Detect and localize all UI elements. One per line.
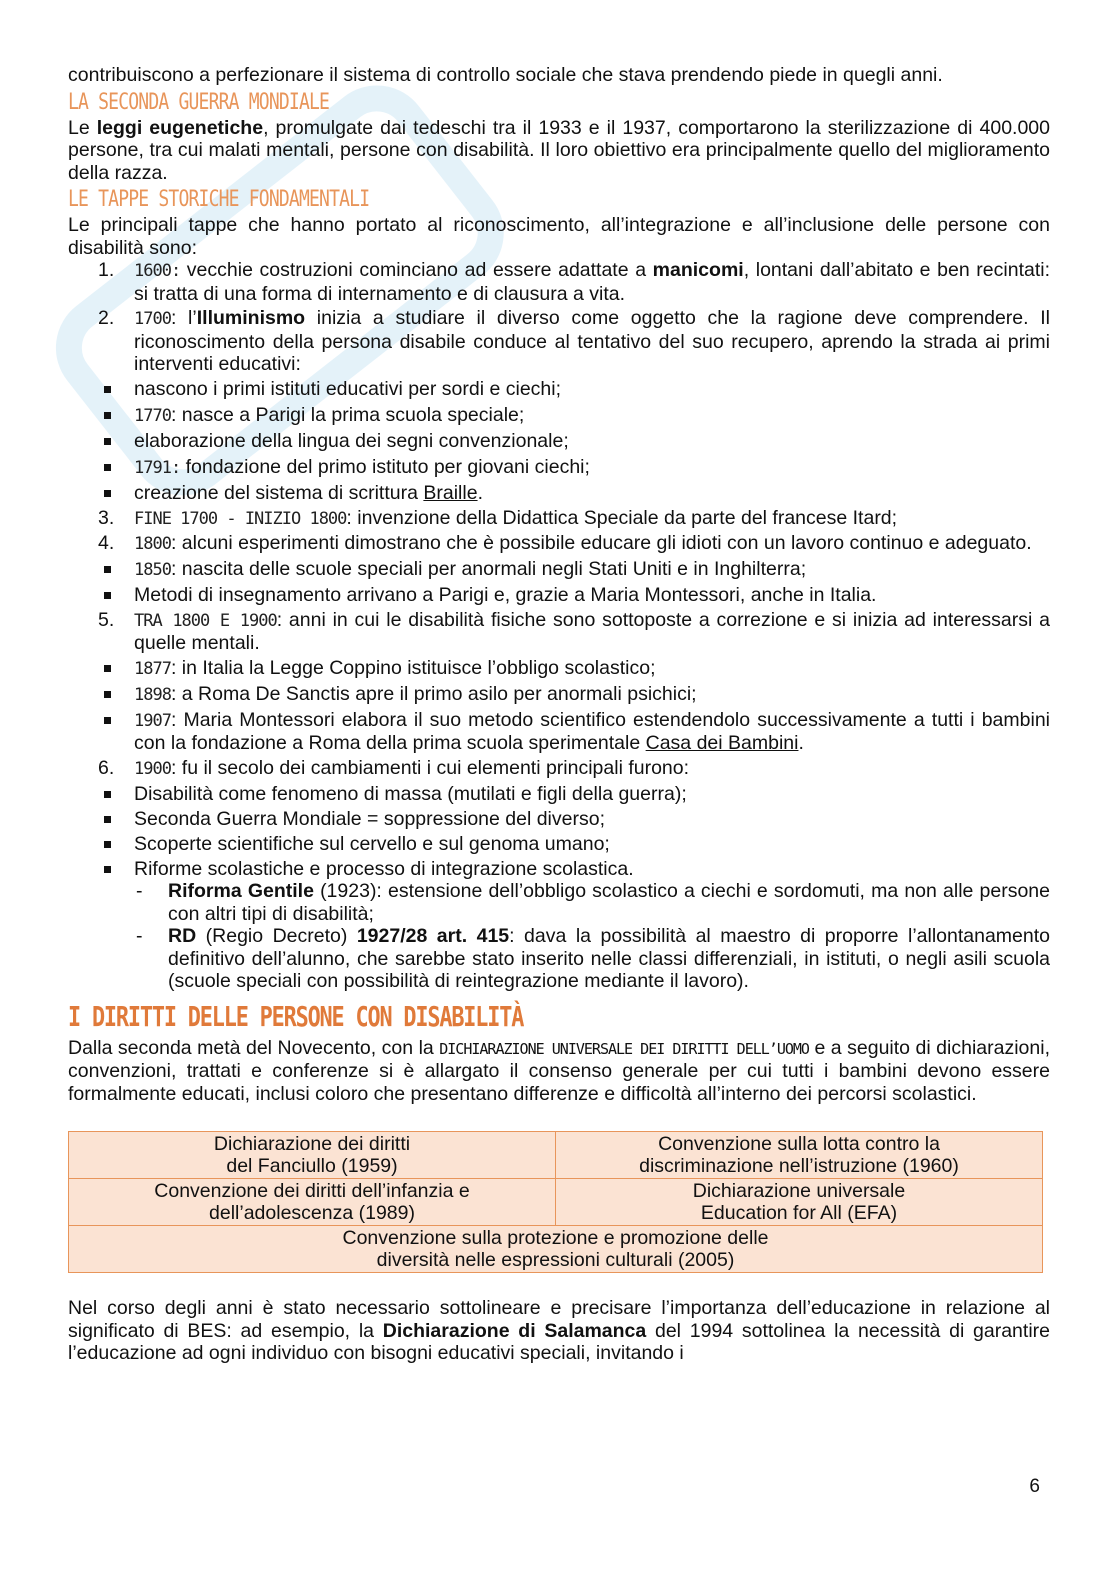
list-item: 6. 1900: fu il secolo dei cambiamenti i cui elementi principali furono: [98, 757, 690, 779]
sublist-1800-1900 [68, 657, 1050, 755]
steps-list-cont3 [68, 757, 1050, 781]
war-paragraph: Le leggi eugenetiche, promulgate dai tedeschi tra il 1933 e il 1937, comportarono la sterilizzazione di 400.000 persone, tra cui malati mentali, persone con disabilità. Il loro obiettivo era principalmente quello del miglioramento della razza. [68, 116, 1050, 184]
steps-list-cont [68, 507, 1050, 556]
braille-link: Braille [423, 481, 478, 504]
list-item: 1791: fondazione del primo istituto per giovani ciechi; [68, 456, 1050, 480]
steps-list-cont2 [68, 609, 1050, 655]
list-item: Scoperte scientifiche sul cervello e sul genoma umano; [68, 833, 1050, 856]
list-item: Disabilità come fenomeno di massa (mutilati e figli della guerra); [68, 783, 1050, 806]
steps-list [68, 259, 1050, 376]
list-item: 5. TRA 1800 E 1900: anni in cui le disabilità fisiche sono sottoposte a correzione e si inizia ad interessarsi a quelle mentali. [98, 608, 1050, 654]
list-item: 1. 1600: vecchie costruzioni cominciano ad essere adattate a manicomi, lontani dall’abitato e ben recintati: si tratta di una forma di internamento e di clausura a vita. [98, 259, 1051, 305]
list-item: 4. 1800: alcuni esperimenti dimostrano che è possibile educare gli idioti con un lavoro continuo e adeguato. [98, 532, 1032, 554]
list-item: 3. FINE 1700 - INIZIO 1800: invenzione della Didattica Speciale da parte del francese Itard; [98, 506, 898, 529]
heading-rights: I DIRITTI DELLE PERSONE CON DISABILITÀ [68, 999, 524, 1033]
table-cell: Convenzione sulla lotta contro la discriminazione nell’istruzione (1960) [556, 1132, 1043, 1179]
list-item: Metodi di insegnamento arrivano a Parigi e, grazie a Maria Montessori, anche in Italia. [68, 584, 1050, 607]
sublist-1700 [68, 378, 1050, 505]
closing-paragraph: Nel corso degli anni è stato necessario sottolineare e precisare l’importanza dell’educazione in relazione al significato di BES: ad esempio, la Dichiarazione di Salamanca del 1994 sottolinea la necessità di garantire l’educazione ad ogni individuo con bisogni educativi speciali, invitando i [68, 1297, 1050, 1364]
list-item: creazione del sistema di scrittura Braille. [68, 482, 1050, 505]
table-cell: Dichiarazione universale Education for All (EFA) [556, 1179, 1043, 1226]
intro-paragraph: contribuiscono a perfezionare il sistema di controllo sociale che stava prendendo piede in quegli anni. [68, 64, 943, 86]
table-row [69, 1179, 1043, 1226]
list-item: - RD (Regio Decreto) 1927/28 art. 415: dava la possibilità al maestro di proporre l’allontanamento definitivo dell’alunno, che sarebbe stato inserito nelle classi differenziali, in istituti, o negli asili scuola (scuole speciali con possibilità di reintegrazione mediante il lavoro). [134, 925, 1050, 993]
list-item: 1907: Maria Montessori elabora il suo metodo scientifico estendendolo successivamente a tutti i bambini con la fondazione a Roma della prima scuola sperimentale Casa dei Bambini. [68, 709, 1050, 755]
list-item: elaborazione della lingua dei segni convenzionale; [68, 430, 1050, 454]
list-item: 1770: nasce a Parigi la prima scuola speciale; [68, 404, 1050, 428]
table-cell: Convenzione sulla protezione e promozione delle diversità nelle espressioni culturali (2005) [69, 1226, 1043, 1273]
sublist-1900 [68, 783, 1050, 993]
table-row [69, 1226, 1043, 1273]
list-item: 1850: nascita delle scuole speciali per anormali negli Stati Uniti e in Inghilterra; [68, 558, 1050, 582]
document-page [68, 64, 1050, 1365]
list-item: 1877: in Italia la Legge Coppino istituisce l’obbligo scolastico; [68, 657, 1050, 681]
list-item: nascono i primi istituti educativi per sordi e ciechi; [68, 378, 1050, 402]
list-item: 2. 1700: l’Illuminismo inizia a studiare il diverso come oggetto che la ragione deve comprendere. Il riconoscimento della persona disabile conduce al tentativo del suo recupero, aprendo la strada ai primi interventi educativi: [98, 307, 1051, 375]
rights-paragraph: Dalla seconda metà del Novecento, con la DICHIARAZIONE UNIVERSALE DEI DIRITTI DELL’UOMO e a seguito di dichiarazioni, convenzioni, trattati e conferenze si è allargato il consenso generale per cui tutti i bambini devono essere formalmente educati, inclusi coloro che presentano differenze e difficoltà all’interno dei percorsi scolastici. [68, 1036, 1050, 1105]
reform-list [134, 880, 1050, 993]
page-number: 6 [1029, 1476, 1040, 1497]
list-item: Seconda Guerra Mondiale = soppressione del diverso; [68, 808, 1050, 831]
table-cell: Dichiarazione dei diritti del Fanciullo (1959) [69, 1132, 556, 1179]
list-item: 1898: a Roma De Sanctis apre il primo asilo per anormali psichici; [68, 683, 1050, 707]
steps-intro: Le principali tappe che hanno portato al riconoscimento, all’integrazione e all’inclusione delle persone con disabilità sono: [68, 214, 1050, 259]
list-item: Riforme scolastiche e processo di integrazione scolastica. - Riforma Gentile (1923): estensione dell’obbligo scolastico a ciechi e sordomuti, ma non alle persone con altri tipi di disabilità; - RD (Regio Decreto) 1927/28 art. 415: dava la possibilità al maestro di proporre l’allontanamento definitivo dell’alunno, che sarebbe stato inserito nelle classi differenziali, in istituti, o negli asili scuola (scuole speciali con possibilità di reintegrazione mediante il lavoro). [68, 858, 1050, 993]
conventions-table [68, 1131, 1043, 1273]
table-row [69, 1132, 1043, 1179]
table-cell: Convenzione dei diritti dell’infanzia e dell’adolescenza (1989) [69, 1179, 556, 1226]
heading-historical-steps: LE TAPPE STORICHE FONDAMENTALI [68, 187, 370, 212]
list-item: - Riforma Gentile (1923): estensione dell’obbligo scolastico a ciechi e sordomuti, ma non alle persone con altri tipi di disabilità; [134, 880, 1050, 925]
sublist-1800 [68, 558, 1050, 607]
heading-second-world-war: LA SECONDA GUERRA MONDIALE [68, 89, 330, 115]
casa-dei-bambini-link: Casa dei Bambini [645, 732, 799, 754]
